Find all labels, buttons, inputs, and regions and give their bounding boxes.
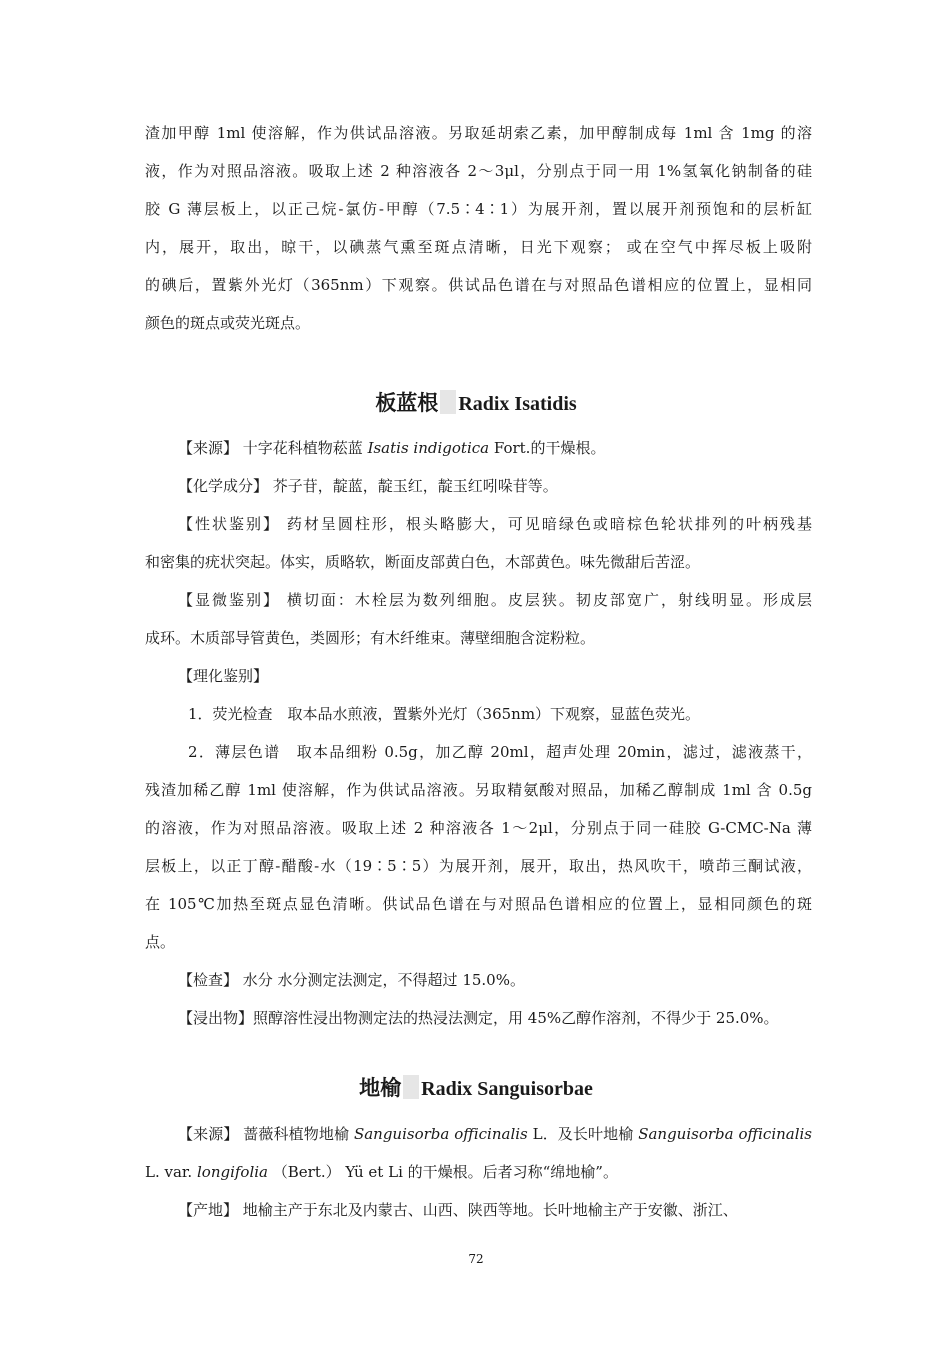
inspection-label: 【检查】: [178, 971, 239, 989]
source-label: 【来源】: [178, 439, 239, 457]
physchem-item-2-line: 层板上，以正丁醇-醋酸-水（19∶5∶5）为展开剂，展开，取出，热风吹干，喷茚三酮试液，: [145, 857, 812, 875]
appearance-line: 和密集的疣状突起。体实，质略软，断面皮部黄白色，木部黄色。味先微甜后苦涩。: [145, 553, 701, 571]
source-text-end: Fort.的干燥根。: [489, 439, 606, 457]
physchem-label: 【理化鉴别】: [178, 667, 269, 685]
microscopy-entry: [178, 590, 812, 610]
title-latin: Radix Isatidis: [458, 393, 577, 415]
microscopy-line: 成环。木质部导管黄色，类圆形；有木纤维束。薄壁细胞含淀粉粒。: [145, 629, 596, 647]
physchem-item-2-line: 在 105℃加热至斑点显色清晰。供试品色谱在与对照品色谱相应的位置上，显相同颜色的斑: [145, 895, 812, 913]
intro-line: 渣加甲醇 1ml 使溶解，作为供试品溶液。另取延胡索乙素，加甲醇制成每 1ml 含 1mg 的溶: [145, 124, 812, 142]
source-text: 蔷薇科植物地榆: [238, 1125, 354, 1143]
source-entry: [178, 1124, 812, 1144]
intro-line: 液，作为对照品溶液。吸取上述 2 种溶液各 2～3μl，分别点于同一用 1%氢氧化钠制备的硅: [145, 162, 812, 180]
source-label: 【来源】: [178, 1125, 239, 1143]
source-text: （Bert.） Yü et Li 的干燥根。后者习称“绵地榆”。: [268, 1163, 618, 1181]
origin-text: 地榆主产于东北及内蒙古、山西、陕西等地。长叶地榆主产于安徽、浙江、: [238, 1201, 738, 1219]
microscopy-text: 横切面：木栓层为数列细胞。皮层狭。韧皮部宽广，射线明显。形成层: [280, 591, 812, 609]
composition-text: 芥子苷，靛蓝，靛玉红，靛玉红吲哚苷等。: [268, 477, 558, 495]
title-cn: 板蓝根: [375, 390, 439, 415]
section-title-diyu: [0, 1074, 952, 1103]
intro-line: 颜色的斑点或荧光斑点。: [145, 314, 311, 332]
source-latin: Isatis indigotica: [367, 439, 490, 457]
title-latin: Radix Sanguisorbae: [421, 1078, 593, 1100]
intro-line: 内，展开，取出，晾干，以碘蒸气熏至斑点清晰，日光下观察； 或在空气中挥尽板上吸附: [145, 238, 812, 256]
extract-text: 照醇溶性浸出物测定法的热浸法测定，用 45%乙醇作溶剂，不得少于 25.0%。: [253, 1009, 779, 1027]
composition-entry: [178, 476, 812, 496]
physchem-item-1: 1．荧光检查 取本品水煎液，置紫外光灯（365nm）下观察，显蓝色荧光。: [188, 705, 701, 723]
title-cn: 地榆: [359, 1075, 402, 1100]
physchem-item-2-line: 的溶液，作为对照品溶液。吸取上述 2 种溶液各 1～2μl，分别点于同一硅胶 G-CMC-Na 薄: [145, 819, 812, 837]
inspection-text: 水分 水分测定法测定，不得超过 15.0%。: [238, 971, 525, 989]
physchem-item-2: 2．薄层色谱 取本品细粉 0.5g，加乙醇 20ml，超声处理 20min，滤过，滤液蒸干，: [188, 743, 812, 761]
source-latin: longifolia: [196, 1163, 268, 1181]
section-title-banlangen: [0, 389, 952, 418]
title-separator: [403, 1075, 419, 1099]
physchem-item-2-line: 点。: [145, 933, 176, 951]
page-number: 72: [468, 1252, 484, 1266]
source-text: 十字花科植物菘蓝: [238, 439, 368, 457]
source-entry: [178, 438, 812, 458]
source-latin: Sanguisorba officinalis: [353, 1125, 528, 1143]
source-line: [145, 1162, 812, 1182]
appearance-text: 药材呈圆柱形，根头略膨大，可见暗绿色或暗棕色轮状排列的叶柄残基: [280, 515, 812, 533]
composition-label: 【化学成分】: [178, 477, 269, 495]
extract-entry: [178, 1008, 812, 1028]
origin-entry: [178, 1200, 812, 1220]
appearance-label: 【性状鉴别】: [178, 515, 281, 533]
title-separator: [440, 390, 456, 414]
microscopy-label: 【显微鉴别】: [178, 591, 281, 609]
physchem-item-2-line: 残渣加稀乙醇 1ml 使溶解，作为供试品溶液。另取精氨酸对照品，加稀乙醇制成 1ml 含 0.5g: [145, 781, 812, 799]
inspection-entry: [178, 970, 812, 990]
intro-line: 胶 G 薄层板上，以正己烷-氯仿-甲醇（7.5∶4∶1）为展开剂，置以展开剂预饱和的层析缸: [145, 200, 812, 218]
intro-line: 的碘后，置紫外光灯（365nm）下观察。供试品色谱在与对照品色谱相应的位置上，显相同: [145, 276, 812, 294]
source-latin: Sanguisorba officinalis: [638, 1125, 812, 1143]
source-text: L．及长叶地榆: [527, 1125, 639, 1143]
appearance-entry: [178, 514, 812, 534]
extract-label: 【浸出物】: [178, 1009, 254, 1027]
source-text: L. var.: [145, 1163, 197, 1181]
origin-label: 【产地】: [178, 1201, 239, 1219]
